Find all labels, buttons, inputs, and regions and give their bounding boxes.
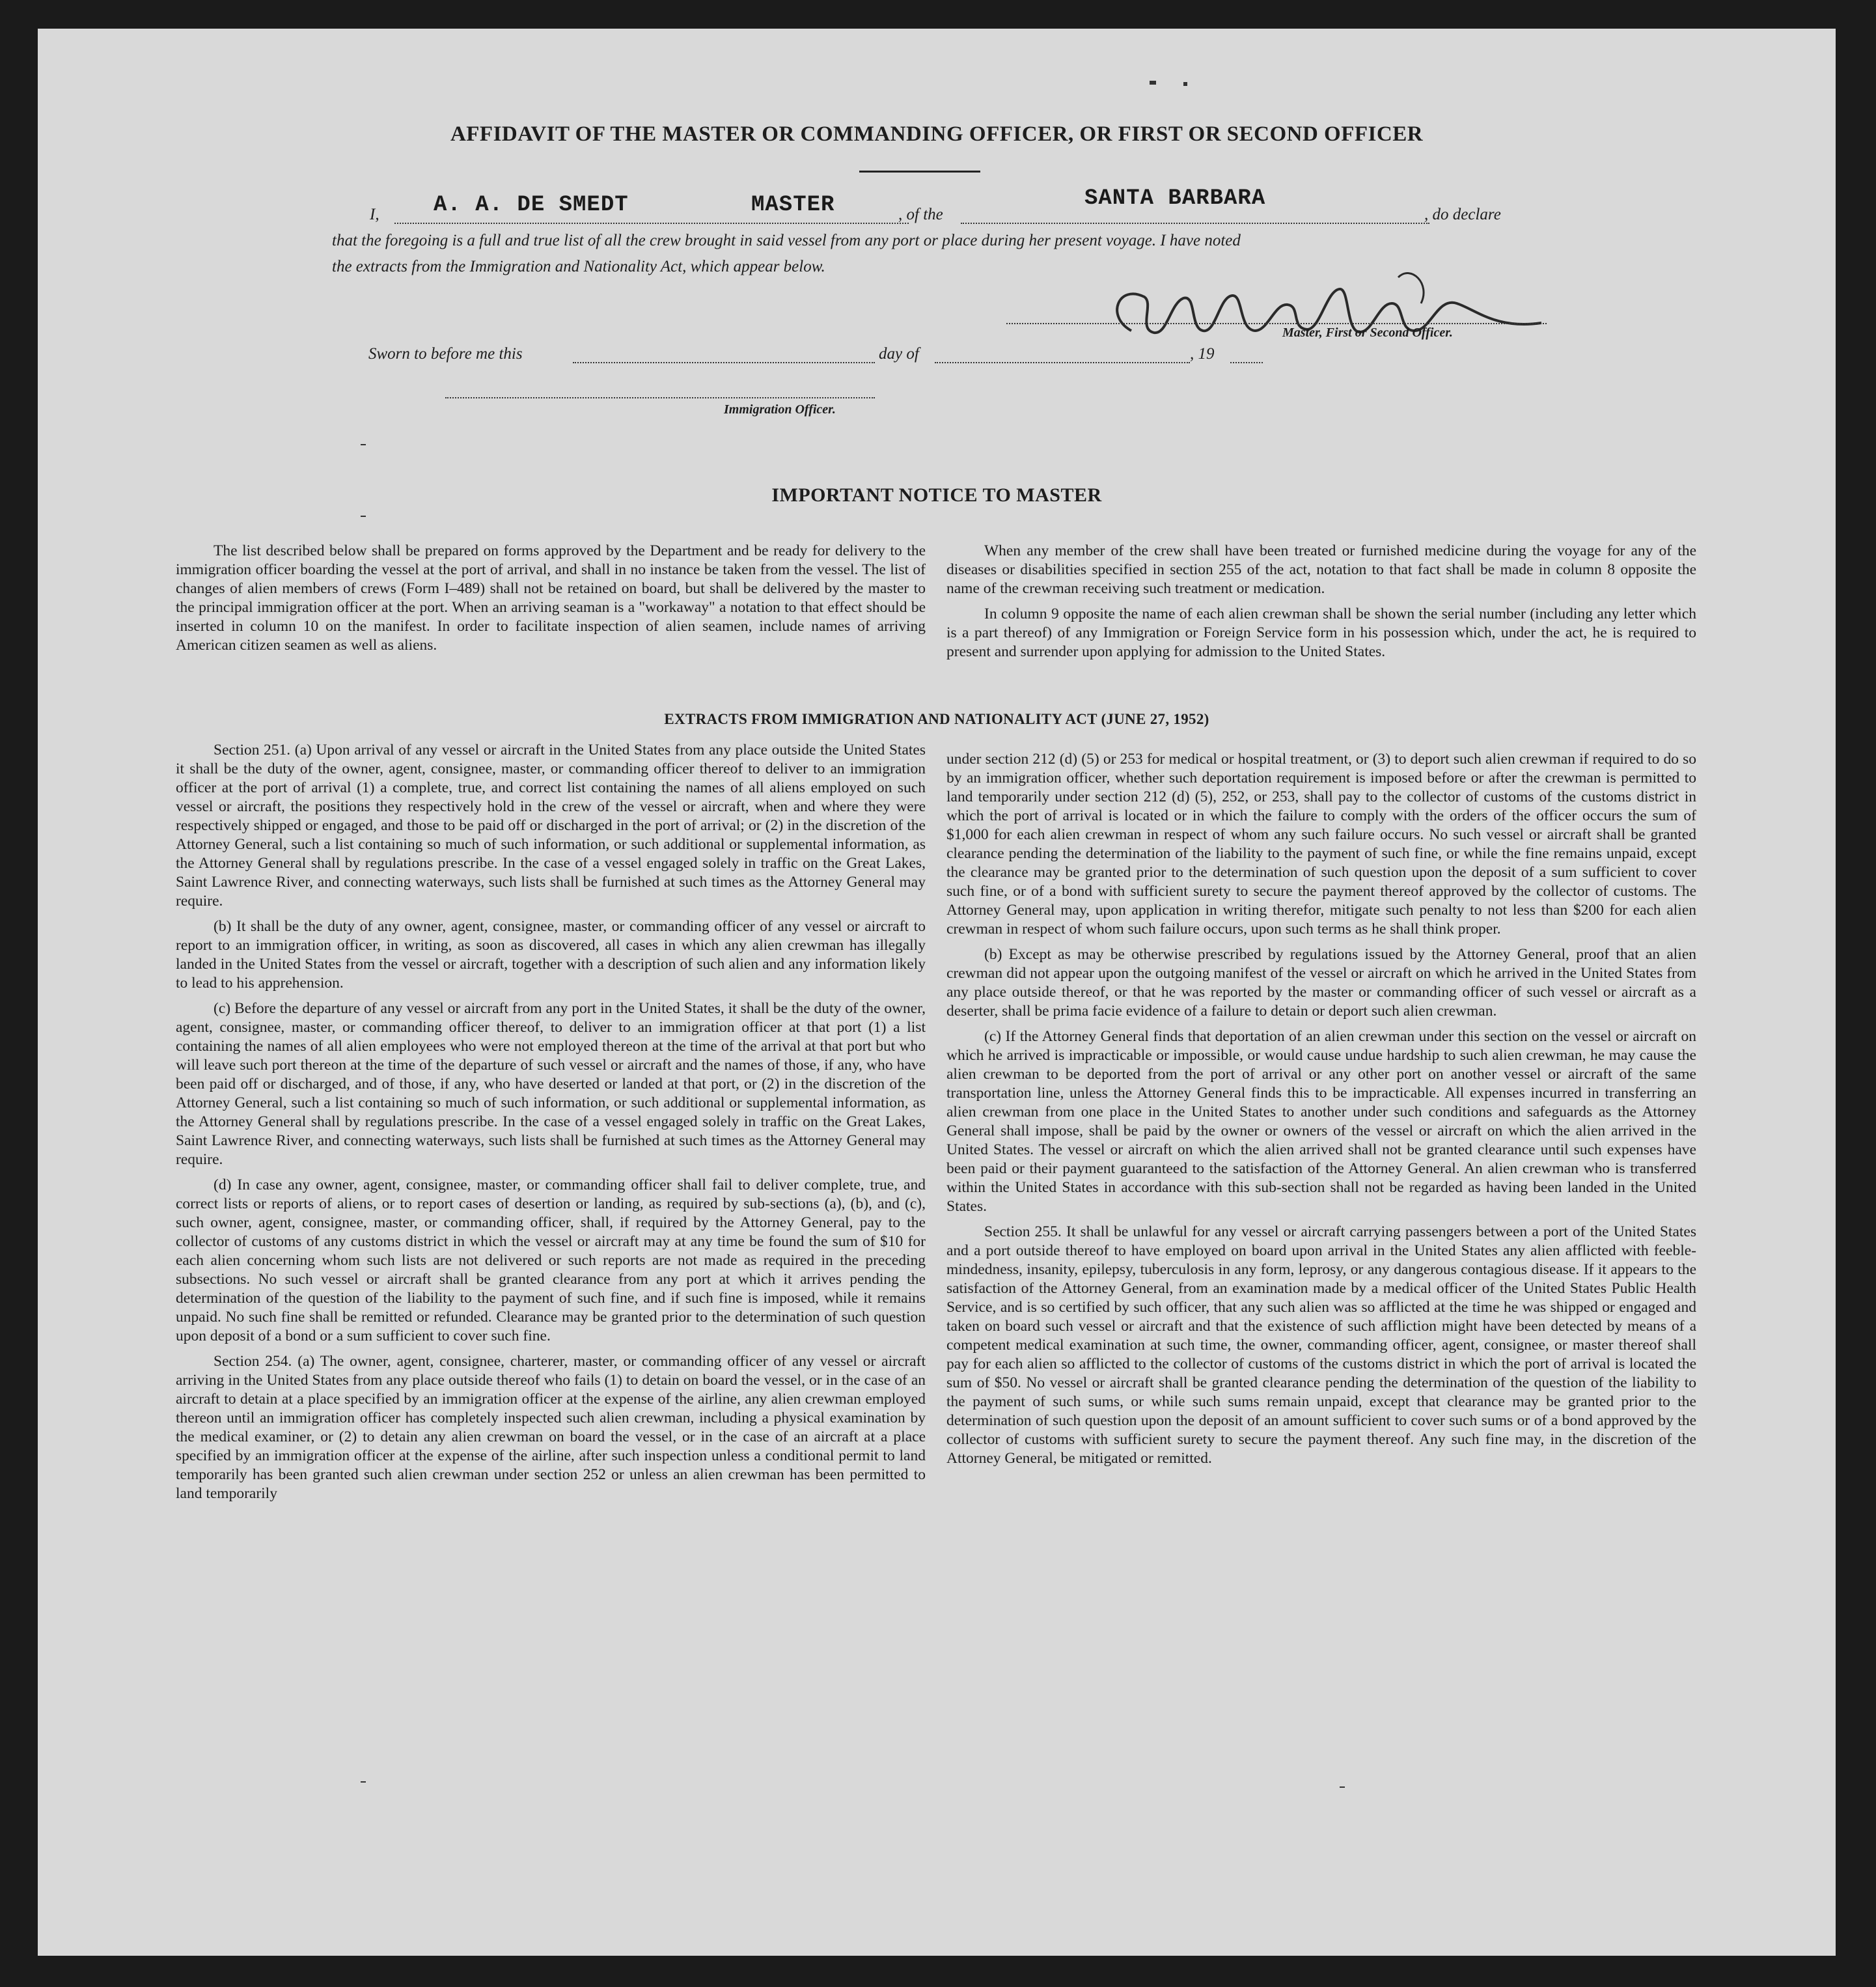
master-rank: MASTER xyxy=(751,193,835,217)
signature-line xyxy=(1006,323,1547,324)
section-251-d: (d) In case any owner, agent, consignee, master, or commanding officer shall fail to deliver complete, true, and correct lists or reports of aliens, or to report cases of desertion or landing, as required by sub-sections (a), (b), and (c), such owner, agent, consignee, master, or commanding officer, shall, if required by the Attorney General, pay to the collector of customs of any customs district in which the vessel or aircraft may at any time be found the sum of $10 for each alien concerning whom such lists are not delivered or such reports are not made as required in the preceding subsections. No such vessel or aircraft shall be granted clearance from any port at which it arrives pending the determination of the question of the liability to the payment of such fine, and if such fine is imposed, while it remains unpaid. No such fine shall be remitted or refunded. Clearance may be granted prior to the determination of such question upon deposit of a bond or a sum sufficient to cover such fine. xyxy=(176,1176,926,1344)
sworn-label: Sworn to before me this xyxy=(368,345,523,363)
notice-right-column xyxy=(946,542,1696,668)
sworn-year-line xyxy=(1230,362,1263,363)
master-name: A. A. DE SMEDT xyxy=(434,193,629,217)
section-251-a: Section 251. (a) Upon arrival of any vessel or aircraft in the United States from any place outside the United States it shall be the duty of the owner, agent, consignee, master, or commanding officer thereof to deliver to an immigration officer at the port of arrival (1) a complete, true, and correct list containing the names of all aliens employed on such vessel or aircraft, the positions they respectively hold in the crew of the vessel or aircraft, when and where they were respectively shipped or engaged, and those to be paid off or discharged in the port of arrival; or (2) in the discretion of the Attorney General, such a list containing so much of such information, or such additional or supplemental information, as the Attorney General shall by regulations prescribe. In the case of a vessel engaged solely in traffic on the Great Lakes, Saint Lawrence River, and connecting waterways, such lists shall be furnished at such times as the Attorney General may require. xyxy=(176,742,926,910)
sworn-month-line xyxy=(935,362,1190,363)
section-255: Section 255. It shall be unlawful for any vessel or aircraft carrying passengers between a port of the United States and a port outside thereof to have employed on board upon arrival in the United States any alien afflicted with feeble-mindedness, insanity, epilepsy, tuberculosis in any form, leprosy, or any dangerous contagious disease. If it appears to the satisfaction of the Attorney General, from an examination made by a medical officer of the United States Public Health Service, and is so certified by such officer, that any such alien was so afflicted at the time he was shipped or engaged and taken on board such vessel or aircraft and that the existence of such affliction might have been detected by means of a competent medical examination at such time, the owner, commanding officer, agent, consignee, or master thereof shall pay for each alien so afflicted to the collector of customs of the customs district in which the port of arrival is located the sum of $50. No vessel or aircraft shall be granted clearance pending the determination of the question of the liability to the payment of such sums, or while such sums remain unpaid, except that clearance may be granted prior to the determination of such question upon the deposit of an amount sufficient to cover such sums or of a bond approved by the collector of customs with sufficient surety to secure the payment thereof. Any such fine may, in the discretion of the Attorney General, be mitigated or remitted. xyxy=(946,1223,1696,1467)
section-254-a: Section 254. (a) The owner, agent, consignee, charterer, master, or commanding officer of any vessel or aircraft arriving in the United States from any place outside thereof who fails (1) to detain on board the vessel, or in the case of an aircraft to detain at a place specified by an immigration officer at the expense of the airline, any alien crewman employed thereon until an immigration officer has completely inspected such alien crewman, including a physical examination by the medical examiner, or (2) to detain any alien crewman on board the vessel, or in the case of an aircraft at a place specified by an immigration officer at the expense of the airline, after such inspection unless a conditional permit to land temporarily has been granted such alien crewman under section 252 or unless an alien crewman has been permitted to land temporarily xyxy=(176,1353,926,1502)
extracts-left-column xyxy=(176,741,926,1510)
notice-left-column xyxy=(176,542,926,661)
signature-caption: Master, First or Second Officer. xyxy=(1282,326,1453,340)
notice-right-paragraph-2: In column 9 opposite the name of each alien crewman shall be shown the serial number (including any letter which is a part thereof) of any Immigration or Foreign Service form in his possession which, under the act, he is required to present and surrender upon applying for admission to the United States. xyxy=(946,605,1696,660)
document-page xyxy=(38,29,1836,1956)
title-rule xyxy=(859,171,980,173)
extracts-title: EXTRACTS FROM IMMIGRATION AND NATIONALITY ACT (JUNE 27, 1952) xyxy=(664,711,1209,727)
notice-right-paragraph-1: When any member of the crew shall have been treated or furnished medicine during the voyage for any of the diseases or disabilities specified in section 255 of the act, notation to that fact shall be made in column 8 opposite the name of the crewman receiving such treatment or medication. xyxy=(946,542,1696,597)
declaration-line-2: the extracts from the Immigration and Nationality Act, which appear below. xyxy=(332,258,825,275)
sworn-day-line xyxy=(573,362,875,363)
section-251-b: (b) It shall be the duty of any owner, agent, consignee, master, or commanding officer of any vessel or aircraft to report to an immigration officer, in writing, as soon as discovered, all cases in which any alien crewman has illegally landed in the United States from the vessel or aircraft, together with a description of such alien and any information likely to lead to his apprehension. xyxy=(176,918,926,992)
master-signature xyxy=(1092,258,1561,355)
section-254-b: (b) Except as may be otherwise prescribed by regulations issued by the Attorney General, proof that an alien crewman did not appear upon the outgoing manifest of the vessel or aircraft on which he arrived in the United States from any place outside thereof, or that he was reported by the master or commanding officer of such vessel or aircraft as a deserter, shall be prima facie evidence of a failure to detain or deport such alien crewman. xyxy=(946,946,1696,1020)
day-of-label: day of xyxy=(879,345,919,363)
scan-speck xyxy=(1150,81,1156,85)
name-field-line xyxy=(394,223,909,224)
year-label: , 19 xyxy=(1190,345,1215,363)
scan-speck xyxy=(1183,82,1187,86)
notice-left-paragraph: The list described below shall be prepared on forms approved by the Department and be ready for delivery to the immigration officer boarding the vessel at the port of arrival, and shall in no instance be taken from the vessel. The list of changes of alien members of crews (Form I–489) shall not be retained on board, but shall be delivered by the master to the principal immigration officer at the port. When an arriving seaman is a "workaway" a notation to that effect should be inserted in column 10 on the manifest. In order to facilitate inspection of alien seamen, include names of arriving American citizen seamen as well as aliens. xyxy=(176,542,926,654)
scan-speck xyxy=(361,516,366,517)
section-254-a-continued: under section 212 (d) (5) or 253 for medical or hospital treatment, or (3) to deport such alien crewman if required to do so by an immigration officer, whether such deportation requirement is imposed before or after the crewman is permitted to land temporarily under section 212 (d) (5), 252, or 253, shall pay to the collector of customs of the customs district in which the port of arrival is located or in which the failure to comply with the orders of the officer occurs the sum of $1,000 for each alien crewman in respect of whom any such failure occurs. No such vessel or aircraft shall be granted clearance pending the determination of the liability to the payment of such fine, or while the fine remains unpaid, except the clearance may be granted prior to the determination of such question upon the deposit of a sum sufficient to cover such fine, or of a bond with sufficient surety to secure the payment thereof approved by the collector of customs. The Attorney General may, upon application in writing therefor, mitigate such penalty to not less than $200 for each alien crewman in respect of whom such failure occurs, upon such terms as he shall think proper. xyxy=(946,751,1696,938)
vessel-name: SANTA BARBARA xyxy=(1084,186,1266,211)
section-254-c: (c) If the Attorney General finds that deportation of an alien crewman under this section on the vessel or aircraft on which he arrived is impracticable or impossible, or would cause undue hardship to such alien crewman, he may cause the alien crewman to be deported from the port of arrival or any other port on another vessel or aircraft of the same transportation line, unless the Attorney General finds this to be impracticable. All expenses incurred in transferring an alien crewman from one place in the United States to another under such conditions and safeguards as the Attorney General shall impose, shall be paid by the owner or owners of the vessel or aircraft on which the alien arrived in the United States. The vessel or aircraft on which the alien arrived shall not be granted clearance until such expenses have been paid or their payment guaranteed to the satisfaction of the Attorney General. An alien crewman who is transferred within the United States in accordance with this sub-section shall not be regarded as having been landed in the United States. xyxy=(946,1028,1696,1215)
officer-signature-line xyxy=(445,397,875,398)
declaration-line-1: that the foregoing is a full and true list of all the crew brought in said vessel from any port or place during her present voyage. I have noted xyxy=(332,232,1241,249)
of-the-label: , of the xyxy=(898,206,943,223)
section-251-c: (c) Before the departure of any vessel or aircraft from any port in the United States, it shall be the duty of the owner, agent, consignee, master, or commanding officer thereof, to deliver to an immigration officer at that port (1) a list containing the names of all alien employees who were not employed thereon at the time of the arrival at that port but who will leave such port thereon at the time of the departure of such vessel or aircraft and the names of those, if any, who have been paid off or discharged, and of those, if any, who have deserted or landed at that port, or (2) in the discretion of the Attorney General, such a list containing so much of such information, or such additional or supplemental information, as the Attorney General shall by regulations prescribe. In the case of a vessel engaged solely in traffic on the Great Lakes, Saint Lawrence River, and connecting waterways, such lists shall be furnished at such times as the Attorney General may require. xyxy=(176,1000,926,1168)
scan-speck xyxy=(361,444,366,445)
notice-title: IMPORTANT NOTICE TO MASTER xyxy=(771,484,1102,506)
scan-speck xyxy=(1340,1786,1345,1788)
scan-speck xyxy=(361,1781,366,1783)
officer-caption: Immigration Officer. xyxy=(724,402,836,417)
do-declare-label: , do declare xyxy=(1424,206,1501,223)
affidavit-title: AFFIDAVIT OF THE MASTER OR COMMANDING OFFICER, OR FIRST OR SECOND OFFICER xyxy=(450,122,1424,146)
i-label: I, xyxy=(370,206,379,223)
vessel-field-line xyxy=(961,223,1429,224)
extracts-right-column xyxy=(946,750,1696,1475)
